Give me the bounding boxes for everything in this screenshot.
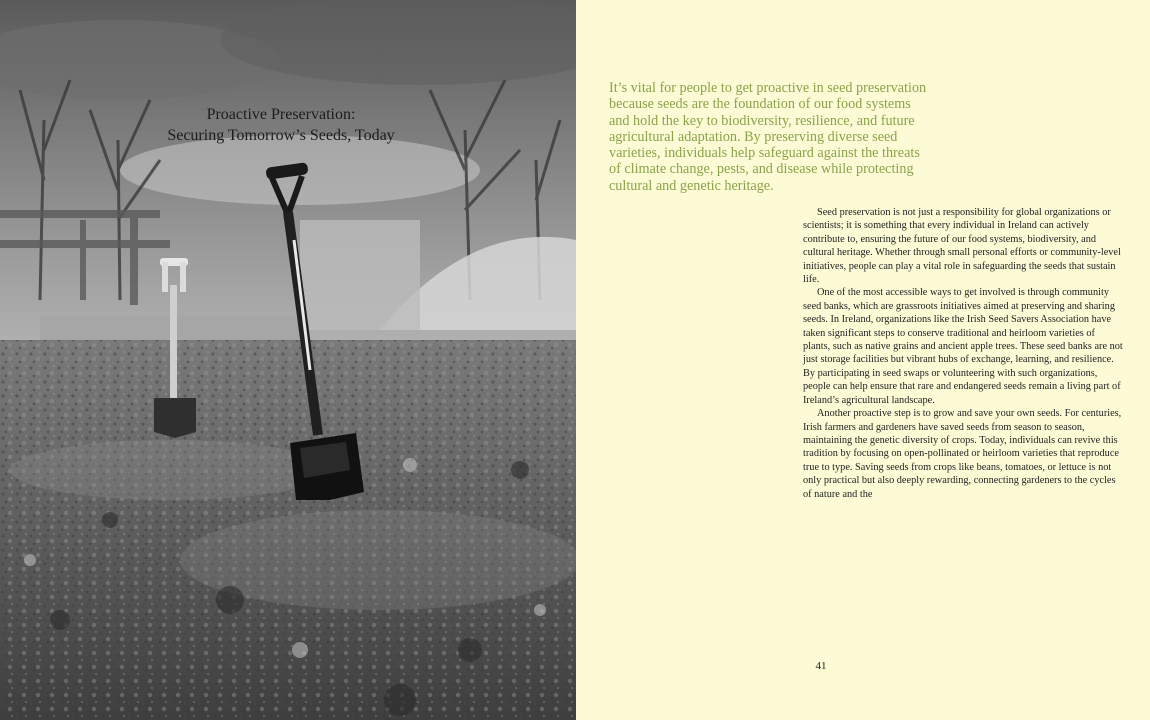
body-paragraph-2: One of the most accessible ways to get involved is through community seed banks, which are grassroots initiatives aimed at preserving and sharing seeds. In Ireland, organizations like the Irish Seed Savers Association have taken significant steps to conserve traditional and heirloom varieties of plants, such as native grains and ancient apple trees. These seed banks are not just storage facilities but vibrant hubs of exchange, learning, and resilience. By participating in seed swaps or volunteering with such organizations, people can help ensure that rare and endangered seeds remain a living part of Ireland’s agricultural landscape. [803,287,1123,406]
body-text [803,206,1123,501]
page-number: 41 [815,660,827,672]
body-paragraph-3: Another proactive step is to grow and save your own seeds. For centuries, Irish farmers and gardeners have saved seeds from season to season, maintaining the genetic diversity of crops. Today, individuals can revive this tradition by focusing on open-pollinated or heirloom varieties that reproduce true to type. Saving seeds from crops like beans, tomatoes, or lettuce is not only practical but also deeply rewarding, connecting gardeners to the cycles of nature and the [803,408,1122,500]
chapter-title-line-2: Securing Tomorrow’s Seeds, Today [167,127,395,144]
text-page [576,0,1150,720]
body-paragraph-1: Seed preservation is not just a responsibility for global organizations or scientists; it is something that every individual in Ireland can actively contribute to, ensuring the future of our food systems, biodiversity, and cultural heritage. Whether through small personal efforts or community-level initiatives, people can play a vital role in safeguarding the seeds that sustain life. [803,207,1121,286]
pull-quote: It’s vital for people to get proactive in seed preservation because seeds are the foundation of our food systems and hold the key to biodiversity, resilience, and future agricultural adaptation. By preserving diverse seed varieties, individuals help safeguard against the threats of climate change, pests, and disease while protecting cultural and genetic heritage. [609,80,927,194]
chapter-title [150,104,412,146]
chapter-title-line-1: Proactive Preservation: [206,106,356,123]
